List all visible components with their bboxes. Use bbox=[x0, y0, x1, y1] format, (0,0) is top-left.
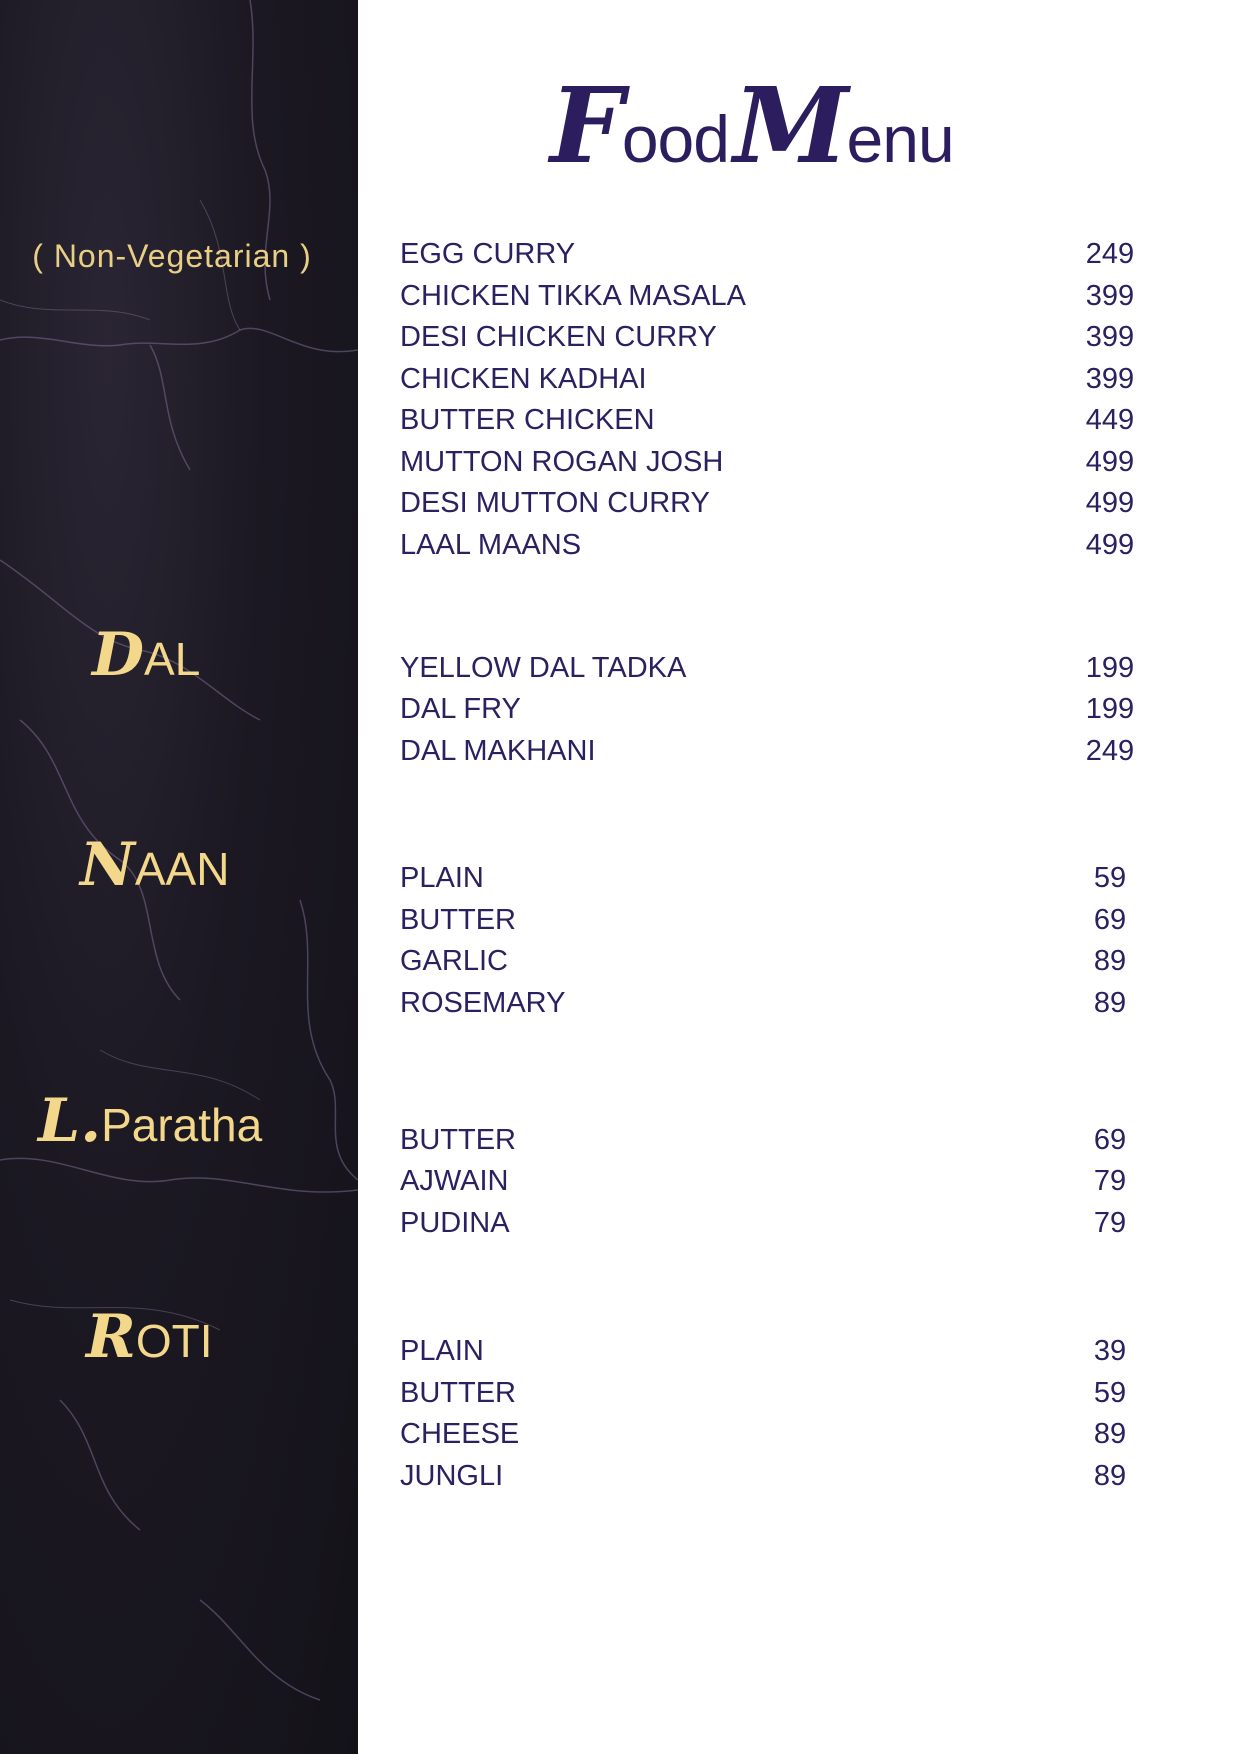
item-name: BUTTER bbox=[400, 904, 516, 936]
item-price: 79 bbox=[1093, 1165, 1127, 1197]
category-dal-rest: AL bbox=[144, 633, 201, 685]
menu-item bbox=[400, 317, 1150, 357]
menu-item bbox=[400, 525, 1150, 565]
item-price: 59 bbox=[1093, 862, 1127, 894]
category-naan-rest: AAN bbox=[134, 843, 230, 895]
item-price: 89 bbox=[1093, 987, 1127, 1019]
item-name: EGG CURRY bbox=[400, 238, 576, 270]
item-price: 199 bbox=[1085, 693, 1135, 725]
item-price: 79 bbox=[1093, 1207, 1127, 1239]
category-roti-rest: OTI bbox=[135, 1315, 213, 1367]
menu-item bbox=[400, 1161, 1150, 1201]
menu-item bbox=[400, 858, 1150, 898]
menu-item bbox=[400, 234, 1150, 274]
category-dal-initial: D bbox=[92, 620, 145, 690]
item-name: DAL MAKHANI bbox=[400, 735, 596, 767]
item-name: CHICKEN KADHAI bbox=[400, 363, 647, 395]
title-initial-f: F bbox=[550, 64, 622, 187]
item-name: CHEESE bbox=[400, 1418, 520, 1450]
item-name: CHICKEN TIKKA MASALA bbox=[400, 280, 746, 312]
category-roti bbox=[86, 1302, 213, 1372]
item-price: 399 bbox=[1085, 363, 1135, 395]
category-dal bbox=[92, 620, 200, 690]
item-price: 499 bbox=[1085, 487, 1135, 519]
page-title bbox=[550, 64, 954, 187]
item-name: JUNGLI bbox=[400, 1460, 504, 1492]
item-name: LAAL MAANS bbox=[400, 529, 582, 561]
item-name: BUTTER bbox=[400, 1124, 516, 1156]
item-name: AJWAIN bbox=[400, 1165, 509, 1197]
item-price: 89 bbox=[1093, 1460, 1127, 1492]
menu-item bbox=[400, 1331, 1150, 1371]
menu-item bbox=[400, 1456, 1150, 1496]
item-price: 89 bbox=[1093, 1418, 1127, 1450]
item-name: PLAIN bbox=[400, 862, 484, 894]
category-paratha-initial: L. bbox=[38, 1086, 102, 1156]
category-naan bbox=[80, 830, 229, 900]
item-name: PLAIN bbox=[400, 1335, 484, 1367]
category-non-vegetarian: ( Non-Vegetarian ) bbox=[32, 238, 312, 274]
menu-item bbox=[400, 276, 1150, 316]
menu-item bbox=[400, 442, 1150, 482]
item-name: ROSEMARY bbox=[400, 987, 566, 1019]
item-name: DESI MUTTON CURRY bbox=[400, 487, 710, 519]
item-name: DESI CHICKEN CURRY bbox=[400, 321, 717, 353]
menu-item bbox=[400, 941, 1150, 981]
menu-item bbox=[400, 1414, 1150, 1454]
item-price: 59 bbox=[1093, 1377, 1127, 1409]
menu-item bbox=[400, 1373, 1150, 1413]
category-paratha-rest: Paratha bbox=[101, 1099, 263, 1151]
item-name: PUDINA bbox=[400, 1207, 510, 1239]
item-name: DAL FRY bbox=[400, 693, 521, 725]
menu-item bbox=[400, 731, 1150, 771]
item-name: BUTTER CHICKEN bbox=[400, 404, 655, 436]
title-initial-m: M bbox=[733, 64, 847, 187]
menu-item bbox=[400, 900, 1150, 940]
item-name: YELLOW DAL TADKA bbox=[400, 652, 687, 684]
item-price: 499 bbox=[1085, 529, 1135, 561]
item-price: 399 bbox=[1085, 321, 1135, 353]
title-rest-ood: ood bbox=[621, 102, 729, 176]
item-price: 39 bbox=[1093, 1335, 1127, 1367]
menu-item bbox=[400, 400, 1150, 440]
item-name: GARLIC bbox=[400, 945, 508, 977]
menu-item bbox=[400, 689, 1150, 729]
menu-item bbox=[400, 483, 1150, 523]
menu-item bbox=[400, 359, 1150, 399]
item-price: 499 bbox=[1085, 446, 1135, 478]
menu-item bbox=[400, 648, 1150, 688]
item-price: 199 bbox=[1085, 652, 1135, 684]
menu-item bbox=[400, 983, 1150, 1023]
item-price: 399 bbox=[1085, 280, 1135, 312]
menu-item bbox=[400, 1203, 1150, 1243]
menu-item bbox=[400, 1120, 1150, 1160]
item-price: 249 bbox=[1085, 238, 1135, 270]
title-rest-enu: enu bbox=[846, 102, 954, 176]
item-name: MUTTON ROGAN JOSH bbox=[400, 446, 724, 478]
category-paratha bbox=[38, 1086, 262, 1156]
category-naan-initial: N bbox=[80, 830, 135, 900]
item-price: 89 bbox=[1093, 945, 1127, 977]
item-price: 449 bbox=[1085, 404, 1135, 436]
item-name: BUTTER bbox=[400, 1377, 516, 1409]
item-price: 69 bbox=[1093, 1124, 1127, 1156]
item-price: 249 bbox=[1085, 735, 1135, 767]
category-roti-initial: R bbox=[86, 1302, 136, 1372]
item-price: 69 bbox=[1093, 904, 1127, 936]
